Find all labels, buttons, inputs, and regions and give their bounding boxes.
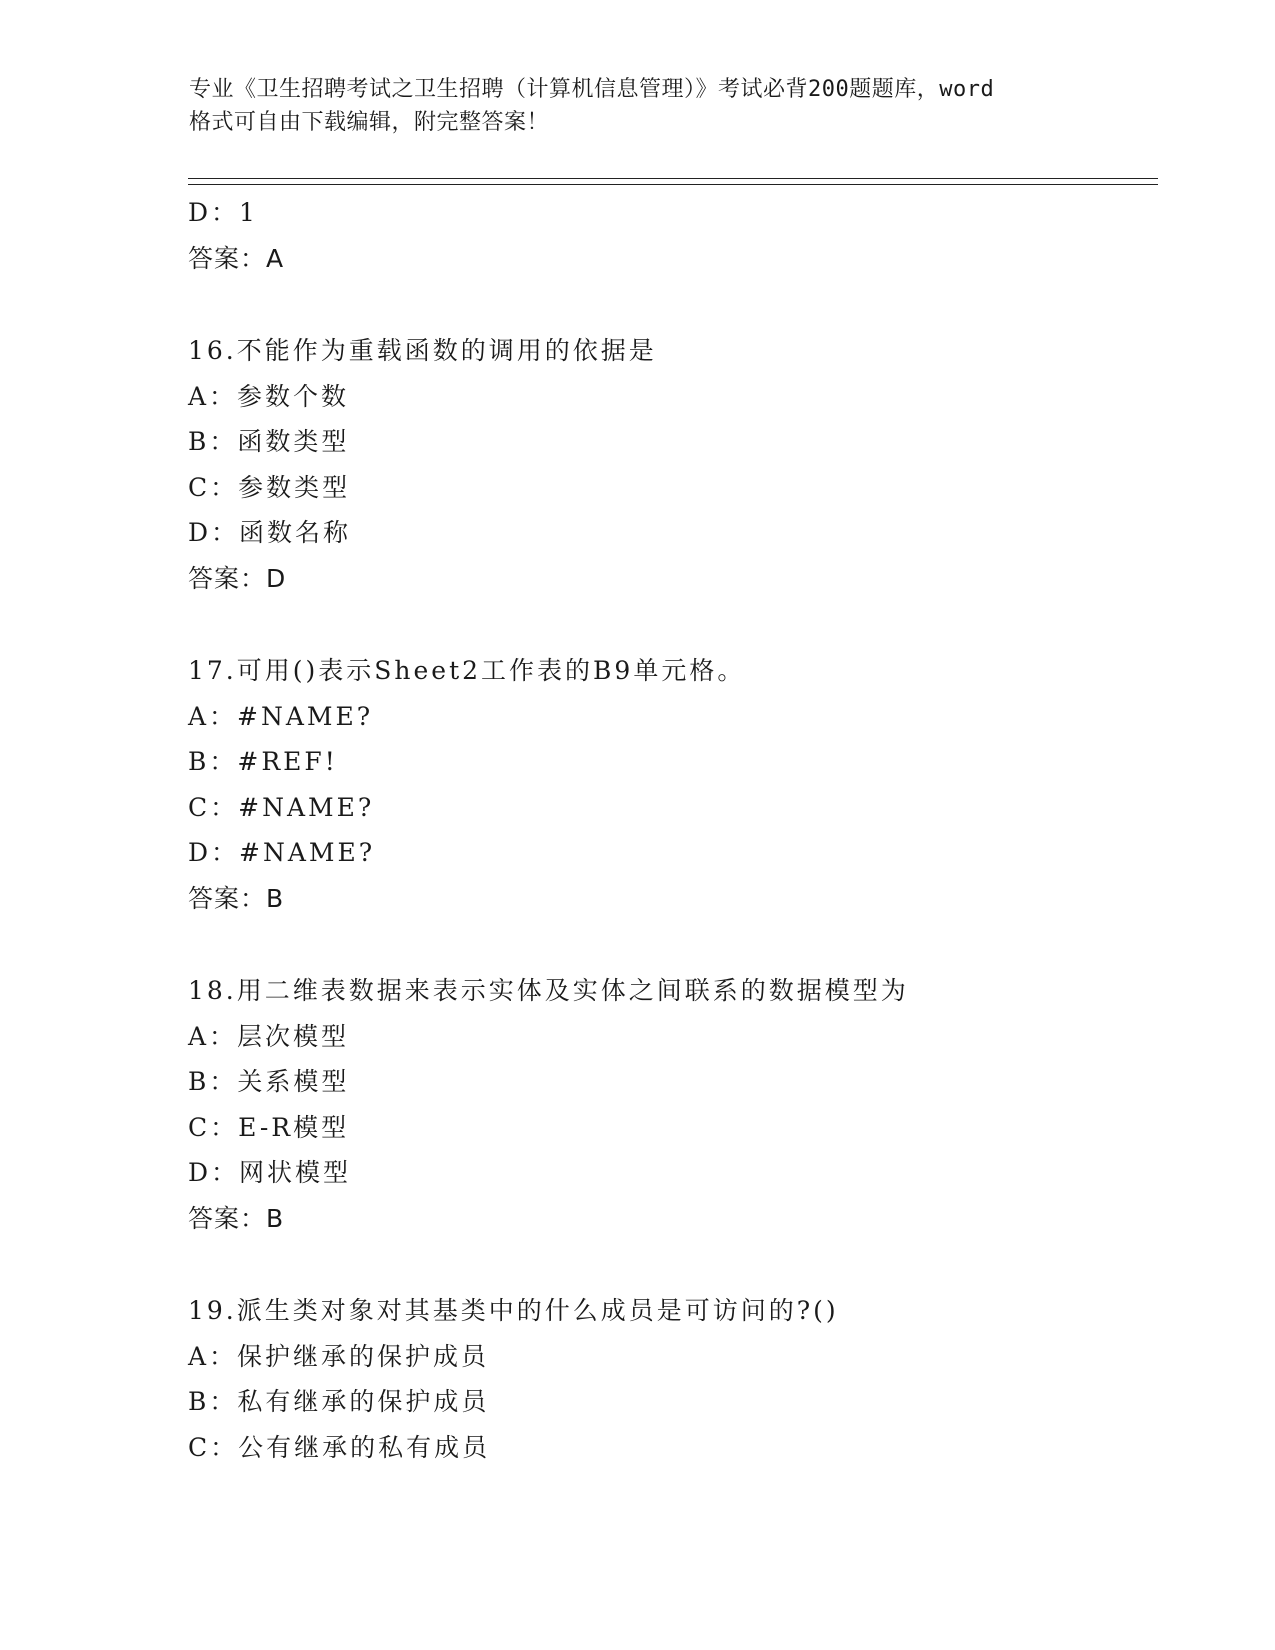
header-line-1: 专业《卫生招聘考试之卫生招聘（计算机信息管理）》考试必背200题题库，word [189, 77, 995, 102]
answer-text: 答案：B [188, 883, 285, 913]
option-text: A：#NAME? [188, 701, 374, 731]
question-text: 16.不能作为重载函数的调用的依据是 [188, 336, 657, 365]
option-text: A：保护继承的保护成员 [188, 1341, 490, 1371]
option-text: B：函数类型 [188, 427, 350, 456]
question-text: 18.用二维表数据来表示实体及实体之间联系的数据模型为 [188, 976, 909, 1005]
option-text: A：层次模型 [188, 1021, 350, 1051]
answer-text: 答案：A [188, 243, 285, 273]
answer-text: 答案：D [188, 563, 287, 593]
option-text: C：参数类型 [188, 472, 351, 502]
answer-text: 答案：B [188, 1203, 285, 1233]
spacer [188, 1241, 1148, 1288]
question-list [188, 190, 1148, 1470]
question-text: 17.可用()表示Sheet2工作表的B9单元格。 [188, 656, 746, 685]
option-text: D：网状模型 [188, 1158, 352, 1187]
option-text: D：函数名称 [188, 518, 352, 547]
option-text: D：#NAME? [188, 838, 376, 867]
option-text: D：1 [188, 198, 258, 227]
header-line-2: 格式可自由下载编辑，附完整答案！ [189, 110, 550, 135]
option-text: C：E-R模型 [188, 1112, 350, 1142]
header-divider-bottom [188, 184, 1158, 185]
option-text: B：私有继承的保护成员 [188, 1387, 490, 1416]
option-text: A：参数个数 [188, 381, 350, 411]
spacer [188, 601, 1148, 648]
option-text: B：#REF! [188, 747, 338, 776]
page-header [189, 73, 1089, 139]
spacer [188, 921, 1148, 968]
option-text: C：公有继承的私有成员 [188, 1432, 491, 1462]
option-text: B：关系模型 [188, 1067, 350, 1096]
option-text: C：#NAME? [188, 792, 375, 822]
question-text: 19.派生类对象对其基类中的什么成员是可访问的?() [188, 1296, 839, 1325]
header-divider-top [188, 178, 1158, 179]
spacer [188, 281, 1148, 328]
